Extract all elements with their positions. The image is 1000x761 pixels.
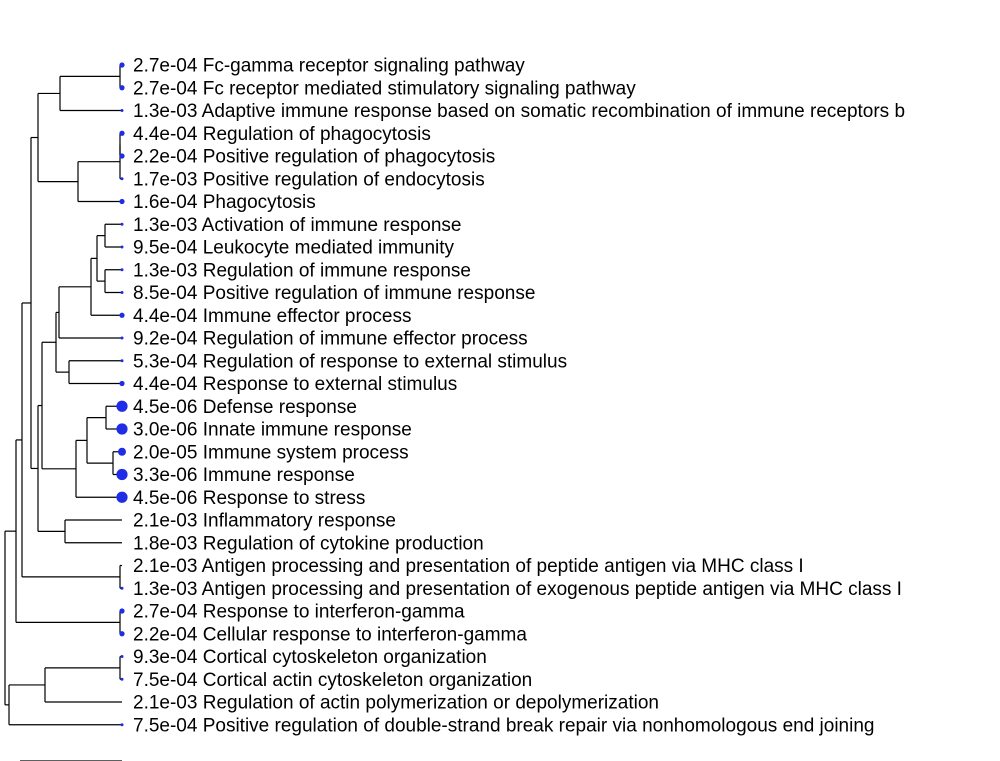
leaf-marker-dot (121, 359, 124, 362)
leaf-label: 4.4e-04 Immune effector process (133, 305, 412, 327)
leaf-marker-dot (119, 85, 124, 90)
leaf-marker-dot (119, 131, 124, 136)
leaf-marker-dot (119, 631, 124, 636)
leaf-label: 3.3e-06 Immune response (133, 465, 355, 486)
leaf-marker-dot (121, 177, 124, 180)
leaf-label: 2.1e-03 Regulation of actin polymerization or depolymerization (133, 692, 659, 714)
leaf-marker-dot (119, 153, 124, 158)
leaf-label: 2.7e-04 Response to interferon-gamma (133, 601, 465, 623)
leaf-label: 1.7e-03 Positive regulation of endocytosis (133, 169, 485, 191)
leaf-label: 1.3e-03 Antigen processing and presentation of exogenous peptide antigen via MHC class I (133, 578, 902, 600)
leaf-marker-dot (121, 291, 124, 294)
leaf-label: 9.2e-04 Regulation of immune effector process (133, 328, 528, 350)
leaf-label: 9.3e-04 Cortical cytoskeleton organization (133, 647, 487, 668)
leaf-label: 9.5e-04 Leukocyte mediated immunity (133, 237, 455, 259)
leaf-marker-dot (119, 381, 124, 386)
leaf-label: 2.1e-03 Antigen processing and presentation of peptide antigen via MHC class I (133, 556, 804, 577)
leaf-label: 1.3e-03 Activation of immune response (133, 214, 462, 236)
leaf-label: 7.5e-04 Cortical actin cytoskeleton organization (133, 669, 533, 691)
leaf-marker-dot (121, 109, 124, 112)
leaf-marker-dot (119, 608, 124, 613)
leaf-label: 1.3e-03 Regulation of immune response (133, 260, 471, 282)
leaf-marker-dot (121, 587, 124, 590)
leaf-label: 2.0e-05 Immune system process (133, 442, 409, 464)
leaf-marker-dot (119, 199, 124, 204)
tree-branches (5, 65, 122, 725)
leaf-marker-dot (121, 246, 124, 249)
leaf-label: 1.3e-03 Adaptive immune response based on somatic recombination of immune receptors b (133, 101, 906, 122)
leaf-marker-dot (116, 401, 127, 412)
leaf-label: 2.1e-03 Inflammatory response (133, 510, 396, 532)
leaf-marker-dot (119, 62, 124, 67)
leaf-label: 4.4e-04 Regulation of phagocytosis (133, 123, 431, 145)
leaf-marker-dot (121, 223, 124, 226)
leaf-marker-dot (121, 723, 124, 726)
leaf-label: 2.2e-04 Cellular response to interferon-gamma (133, 624, 527, 646)
leaf-marker-dot (116, 469, 127, 480)
leaf-marker-dot (118, 448, 126, 456)
leaf-labels (133, 56, 905, 737)
leaf-label: 2.7e-04 Fc receptor mediated stimulatory signaling pathway (133, 78, 636, 100)
leaf-label: 8.5e-04 Positive regulation of immune response (133, 283, 536, 304)
leaf-label: 1.6e-04 Phagocytosis (133, 192, 316, 213)
leaf-label: 2.2e-04 Positive regulation of phagocytosis (133, 146, 496, 168)
leaf-marker-dot (116, 423, 127, 434)
leaf-marker-dot (121, 268, 124, 271)
leaf-marker-dot (119, 313, 124, 318)
leaf-label: 4.4e-04 Response to external stimulus (133, 374, 458, 395)
leaf-marker-dot (121, 655, 124, 658)
leaf-label: 1.8e-03 Regulation of cytokine production (133, 533, 484, 555)
leaf-marker-dot (121, 678, 124, 681)
leaf-label: 3.0e-06 Innate immune response (133, 419, 412, 441)
leaf-label: 7.5e-04 Positive regulation of double-strand break repair via nonhomologous end joining (133, 715, 875, 737)
leaf-label: 5.3e-04 Regulation of response to external stimulus (133, 351, 568, 373)
leaf-marker-dot (116, 492, 127, 503)
leaf-label: 4.5e-06 Response to stress (133, 487, 366, 509)
leaf-marker-dot (121, 337, 124, 340)
leaf-label: 2.7e-04 Fc-gamma receptor signaling pathway (133, 55, 525, 77)
leaf-label: 4.5e-06 Defense response (133, 396, 357, 418)
